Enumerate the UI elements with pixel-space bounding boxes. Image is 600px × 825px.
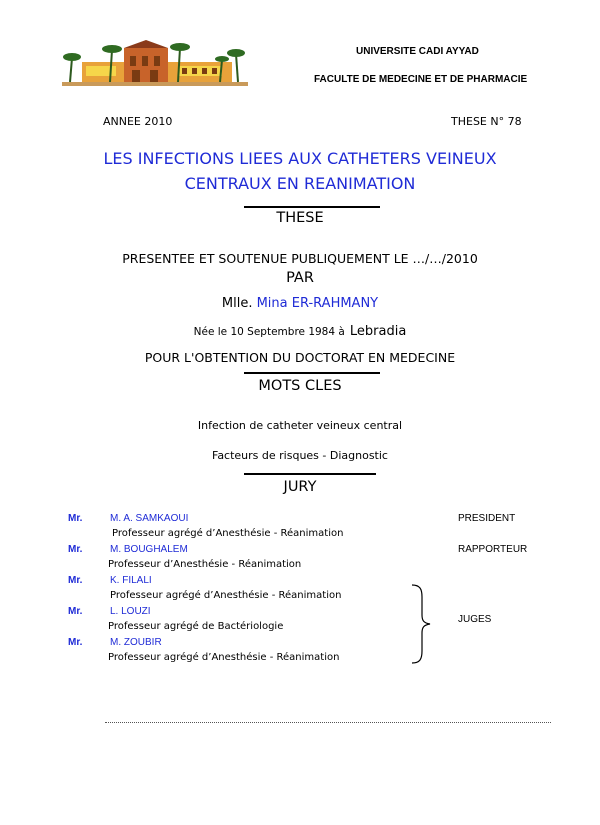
jury-salutation: Mr.	[68, 637, 83, 648]
author-prefix: Mlle.	[221, 296, 253, 311]
jury-heading: JURY	[283, 479, 317, 495]
jury-member-role: PRESIDENT	[458, 513, 516, 524]
purpose-line: POUR L'OBTENTION DU DOCTORAT EN MEDECINE	[144, 350, 456, 365]
birthplace: Lebradia	[349, 324, 407, 339]
university-name: UNIVERSITE CADI AYYAD	[356, 46, 479, 57]
faculty-name: FACULTE DE MEDECINE ET DE PHARMACIE	[314, 74, 528, 85]
jury-member-title: Professeur agrégé d’Anesthésie - Réanimation	[108, 652, 340, 663]
author-line	[0, 296, 600, 311]
thesis-title-line-2: CENTRAUX EN REANIMATION	[184, 174, 416, 193]
par-label: PAR	[286, 270, 314, 286]
jury-salutation: Mr.	[68, 575, 83, 586]
thesis-number: THESE N° 78	[451, 115, 522, 128]
jury-member-role: RAPPORTEUR	[458, 544, 528, 555]
jury-salutation: Mr.	[68, 513, 83, 524]
divider	[244, 473, 376, 475]
faculty-building-logo	[62, 40, 248, 86]
divider	[244, 206, 380, 208]
jury-member-title: Professeur agrégé d’Anesthésie - Réanimation	[110, 590, 342, 601]
jury-salutation: Mr.	[68, 544, 83, 555]
keyword-item: Infection de catheter veineux central	[197, 419, 403, 432]
jury-member-name: K. FILALI	[110, 575, 152, 586]
brace-icon	[410, 583, 434, 665]
jury-member-name: L. LOUZI	[110, 606, 151, 617]
jury-member-title: Professeur agrégé d’Anesthésie - Réanimation	[112, 528, 344, 539]
birth-date: Née le 10 Septembre 1984 à	[193, 326, 345, 338]
jury-group-role: JUGES	[458, 614, 492, 625]
jury-salutation: Mr.	[68, 606, 83, 617]
jury-member-name: M. A. SAMKAOUI	[110, 513, 189, 524]
presented-line: PRESENTEE ET SOUTENUE PUBLIQUEMENT LE …/…/2010	[122, 251, 478, 266]
these-heading: THESE	[276, 210, 324, 226]
thesis-title-line-1: LES INFECTIONS LIEES AUX CATHETERS VEINEUX	[103, 149, 497, 168]
thesis-year: ANNEE 2010	[103, 115, 173, 128]
divider	[244, 372, 380, 374]
author-name: Mina ER-RAHMANY	[256, 296, 379, 311]
jury-member-title: Professeur agrégé de Bactériologie	[108, 621, 284, 632]
footer-dotted-line	[105, 722, 551, 723]
birth-line	[0, 320, 600, 339]
jury-member-title: Professeur d’Anesthésie - Réanimation	[108, 559, 302, 570]
keywords-heading: MOTS CLES	[258, 378, 342, 394]
jury-member-name: M. BOUGHALEM	[110, 544, 188, 555]
jury-member-name: M. ZOUBIR	[110, 637, 162, 648]
keyword-item: Facteurs de risques - Diagnostic	[212, 449, 388, 462]
